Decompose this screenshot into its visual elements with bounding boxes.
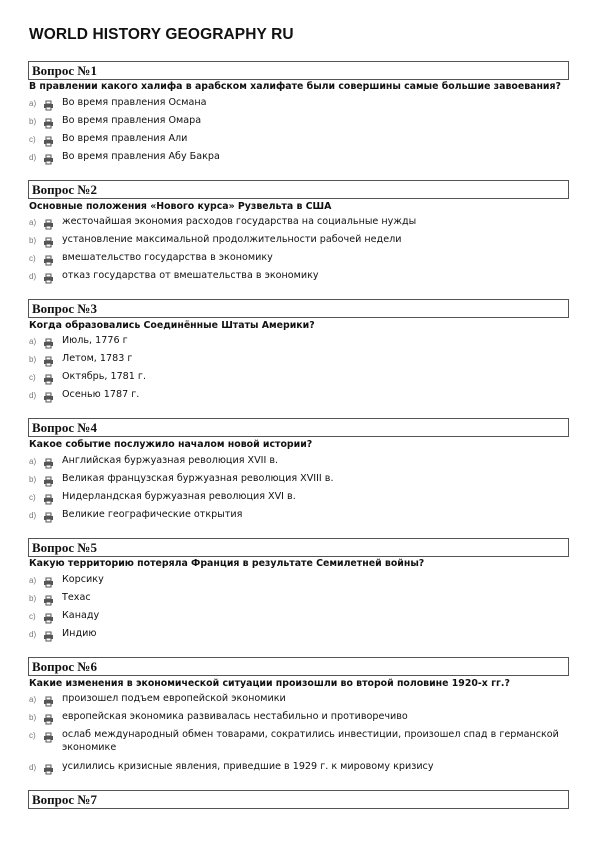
printer-icon (43, 271, 54, 282)
answer-option[interactable] (29, 627, 569, 643)
answer-option[interactable] (29, 573, 569, 589)
option-text: Во время правления Абу Бакра (62, 151, 220, 162)
answer-option[interactable] (29, 609, 569, 625)
printer-icon (43, 336, 54, 347)
answer-option[interactable] (29, 591, 569, 607)
question-2-text: Основные положения «Нового курса» Рузвельта в США (29, 201, 332, 212)
option-text: Октябрь, 1781 г. (62, 371, 147, 382)
option-text: Во время правления Омара (62, 115, 202, 126)
question-label: Вопрос №1 (32, 63, 97, 78)
option-text: Осенью 1787 г. (62, 389, 140, 400)
option-letter: a) (29, 337, 37, 346)
option-letter: d) (29, 272, 37, 281)
question-2-header (28, 180, 569, 199)
option-letter: a) (29, 695, 37, 704)
answer-option[interactable] (29, 388, 569, 404)
option-text: произошел подъем европейской экономики (62, 693, 286, 704)
answer-option[interactable] (29, 96, 569, 112)
option-text: Великая французская буржуазная революция XVIII в. (62, 473, 334, 484)
printer-icon (43, 253, 54, 264)
option-letter: b) (29, 236, 37, 245)
question-6-header (28, 657, 569, 676)
question-7-header (28, 790, 569, 809)
question-label: Вопрос №4 (32, 420, 97, 435)
question-6-text: Какие изменения в экономической ситуации произошли во второй половине 1920-х гг.? (29, 678, 510, 689)
option-text: Летом, 1783 г (62, 353, 133, 364)
answer-option[interactable] (29, 233, 569, 249)
question-5-header (28, 538, 569, 557)
printer-icon (43, 629, 54, 640)
option-letter: b) (29, 117, 37, 126)
option-letter: a) (29, 218, 37, 227)
printer-icon (43, 474, 54, 485)
option-text: установление максимальной продолжительности рабочей недели (62, 234, 402, 245)
answer-option[interactable] (29, 472, 569, 488)
question-label: Вопрос №2 (32, 182, 97, 197)
option-letter: d) (29, 511, 37, 520)
option-letter: a) (29, 576, 37, 585)
option-text: Индию (62, 628, 97, 639)
printer-icon (43, 390, 54, 401)
option-letter: c) (29, 254, 36, 263)
option-letter: c) (29, 612, 36, 621)
printer-icon (43, 611, 54, 622)
printer-icon (43, 354, 54, 365)
answer-option[interactable] (29, 269, 569, 285)
answer-option[interactable] (29, 114, 569, 130)
answer-option[interactable] (29, 760, 569, 776)
option-letter: c) (29, 135, 36, 144)
option-text: европейская экономика развивалась нестабильно и противоречиво (62, 711, 408, 722)
question-4-text: Какое событие послужило началом новой истории? (29, 439, 313, 450)
option-letter: d) (29, 153, 37, 162)
printer-icon (43, 134, 54, 145)
option-text: усилились кризисные явления, приведшие в 1929 г. к мировому кризису (62, 761, 434, 772)
option-text: отказ государства от вмешательства в экономику (62, 270, 319, 281)
answer-option[interactable] (29, 352, 569, 368)
printer-icon (43, 492, 54, 503)
option-letter: b) (29, 355, 37, 364)
question-3-text: Когда образовались Соединённые Штаты Америки? (29, 320, 315, 331)
printer-icon (43, 217, 54, 228)
option-letter: c) (29, 493, 36, 502)
printer-icon (43, 98, 54, 109)
printer-icon (43, 712, 54, 723)
printer-icon (43, 510, 54, 521)
option-letter: a) (29, 457, 37, 466)
question-4-header (28, 418, 569, 437)
question-label: Вопрос №3 (32, 301, 97, 316)
question-5-text: Какую территорию потеряла Франция в результате Семилетней войны? (29, 558, 425, 569)
option-letter: d) (29, 763, 37, 772)
option-text: Корсику (62, 574, 104, 585)
question-1-text: В правлении какого халифа в арабском халифате были совершины самые большие завоевания? (29, 81, 561, 92)
printer-icon (43, 372, 54, 383)
option-text: Великие географические открытия (62, 509, 243, 520)
option-text: Во время правления Османа (62, 97, 207, 108)
answer-option[interactable] (29, 251, 569, 267)
question-label: Вопрос №6 (32, 659, 97, 674)
answer-option[interactable] (29, 132, 569, 148)
answer-option[interactable] (29, 710, 569, 726)
printer-icon (43, 694, 54, 705)
printer-icon (43, 116, 54, 127)
document-title: WORLD HISTORY GEOGRAPHY RU (29, 26, 294, 43)
printer-icon (43, 762, 54, 773)
printer-icon (43, 593, 54, 604)
answer-option[interactable] (29, 334, 569, 350)
option-letter: c) (29, 731, 36, 740)
option-letter: b) (29, 594, 37, 603)
question-label: Вопрос №5 (32, 540, 97, 555)
answer-option[interactable] (29, 508, 569, 524)
printer-icon (43, 730, 54, 741)
question-1-header (28, 61, 569, 80)
answer-option[interactable] (29, 370, 569, 386)
option-text: Во время правления Али (62, 133, 188, 144)
answer-option[interactable] (29, 454, 569, 470)
printer-icon (43, 235, 54, 246)
option-letter: c) (29, 373, 36, 382)
answer-option[interactable] (29, 150, 569, 166)
option-letter: a) (29, 99, 37, 108)
answer-option[interactable] (29, 692, 569, 708)
option-text: Техас (62, 592, 91, 603)
option-letter: d) (29, 391, 37, 400)
option-text: жесточайшая экономия расходов государства на социальные нужды (62, 216, 417, 227)
answer-option[interactable] (29, 490, 569, 506)
option-text: Июль, 1776 г (62, 335, 128, 346)
printer-icon (43, 456, 54, 467)
printer-icon (43, 152, 54, 163)
answer-option[interactable] (29, 215, 569, 231)
question-3-header (28, 299, 569, 318)
option-letter: b) (29, 475, 37, 484)
answer-option[interactable] (29, 728, 569, 758)
option-text: Английская буржуазная революция XVII в. (62, 455, 279, 466)
option-text: Канаду (62, 610, 100, 621)
question-label: Вопрос №7 (32, 792, 97, 807)
option-letter: b) (29, 713, 37, 722)
option-letter: d) (29, 630, 37, 639)
printer-icon (43, 575, 54, 586)
option-text: ослаб международный обмен товарами, сократились инвестиции, произошел спад в германской экономике (62, 729, 559, 753)
option-text: вмешательство государства в экономику (62, 252, 273, 263)
option-text: Нидерландская буржуазная революция XVI в. (62, 491, 296, 502)
